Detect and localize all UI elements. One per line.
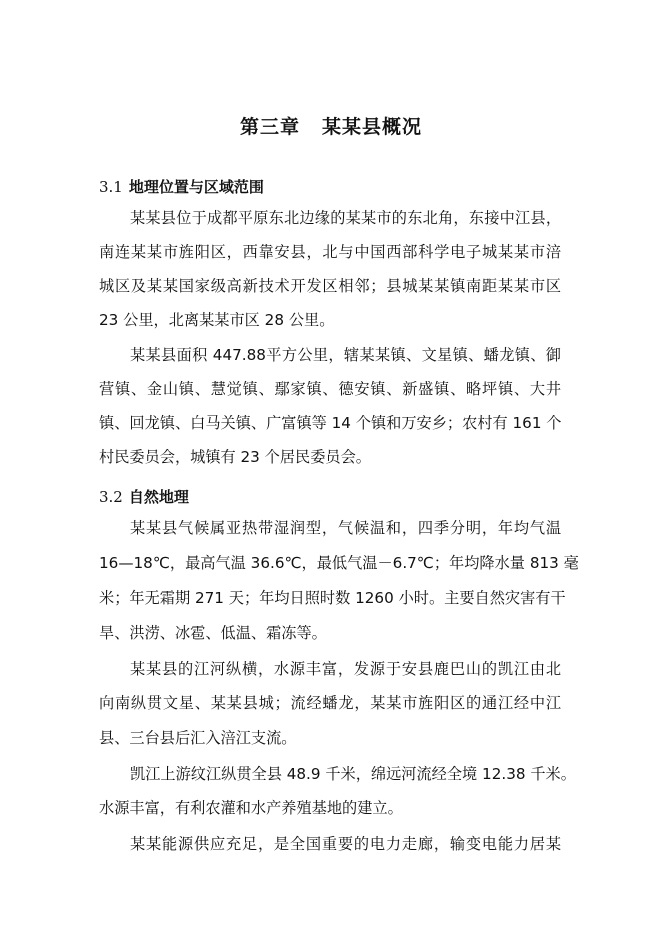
text-line: 向南纵贯文星、某某县城；流经蟠龙，某某市旌阳区的通江经中江 [99,694,561,712]
text-line: 村民委员会，城镇有 23 个居民委员会。 [99,448,371,466]
section-number: 3.2 [99,488,123,506]
section-heading-3-1 [99,176,264,197]
text-line: 城区及某某国家级高新技术开发区相邻；县城某某镇南距某某市区 [99,277,561,295]
section-number: 3.1 [99,178,123,196]
text-line: 16—18℃，最高气温 36.6℃，最低气温－6.7℃；年均降水量 813 毫 [99,554,579,572]
section-title: 自然地理 [128,488,189,506]
text-line: 某某县位于成都平原东北边缘的某某市的东北角，东接中江县， [130,209,561,227]
text-line: 23 公里，北离某某市区 28 公里。 [99,311,335,329]
text-line: 县、三台县后汇入涪江支流。 [99,729,297,747]
text-line: 某某县的江河纵横，水源丰富，发源于安县鹿巴山的凯江由北 [130,660,561,678]
text-line: 镇、回龙镇、白马关镇、广富镇等 14 个镇和万安乡；农村有 161 个 [99,414,562,432]
section-heading-3-2 [99,486,189,507]
text-line: 南连某某市旌阳区，西靠安县，北与中国西部科学电子城某某市涪 [99,243,561,261]
text-line: 水源丰富，有利农灌和水产养殖基地的建立。 [99,799,403,817]
chapter-number: 第三章 [239,116,300,138]
text-line: 旱、洪涝、冰雹、低温、霜冻等。 [99,624,327,642]
chapter-name: 某某县概况 [322,116,423,138]
text-line: 某某县面积 447.88平方公里，辖某某镇、文星镇、蟠龙镇、御 [130,346,561,364]
text-line: 某某能源供应充足，是全国重要的电力走廊，输变电能力居某 [130,835,561,853]
chapter-title [0,112,662,139]
text-line: 某某县气候属亚热带湿润型，气候温和，四季分明，年均气温 [130,519,561,537]
text-line: 米；年无霜期 271 天；年均日照时数 1260 小时。主要自然灾害有干 [99,589,566,607]
text-line: 凯江上游纹江纵贯全县 48.9 千米，绵远河流经全境 12.38 千米。 [130,765,576,783]
section-title: 地理位置与区域范围 [128,178,264,196]
text-line: 营镇、金山镇、慧觉镇、鄢家镇、德安镇、新盛镇、略坪镇、大井 [99,380,561,398]
